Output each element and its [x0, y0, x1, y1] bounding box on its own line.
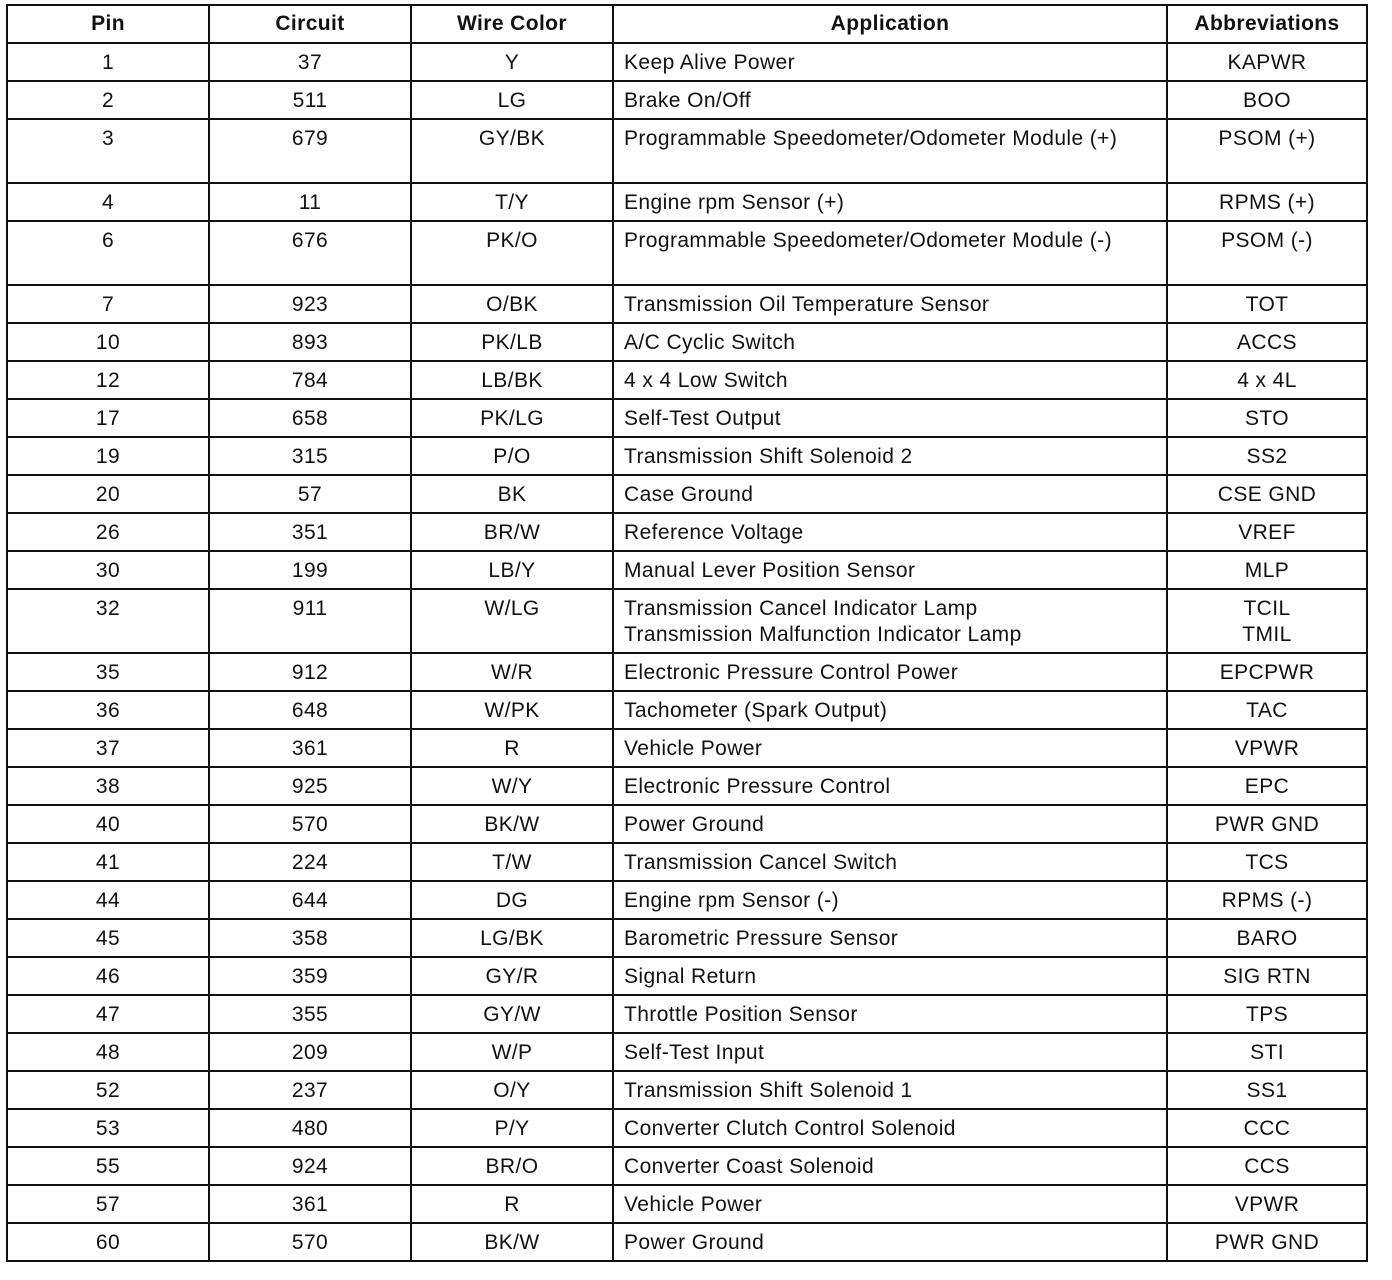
- pin-cell: 19: [7, 437, 209, 475]
- wire-color-cell: BK/W: [411, 805, 613, 843]
- wire-color-cell: R: [411, 1185, 613, 1223]
- table-row: [7, 767, 1367, 805]
- application-line: 4 x 4 Low Switch: [624, 369, 788, 392]
- pin-cell: 32: [7, 589, 209, 653]
- pin-cell: 53: [7, 1109, 209, 1147]
- abbreviation-cell: [1167, 995, 1367, 1033]
- table-row: [7, 43, 1367, 81]
- application-line: Keep Alive Power: [624, 51, 795, 74]
- abbreviation-line: SIG RTN: [1223, 965, 1311, 988]
- table-row: [7, 843, 1367, 881]
- abbreviation-line: PSOM (+): [1218, 127, 1316, 150]
- abbreviation-cell: [1167, 1147, 1367, 1185]
- application-line: Manual Lever Position Sensor: [624, 559, 916, 582]
- application-cell: [613, 653, 1167, 691]
- abbreviation-cell: [1167, 221, 1367, 285]
- application-cell: [613, 1223, 1167, 1261]
- abbreviation-line: TOT: [1245, 293, 1289, 316]
- abbreviation-line: CSE GND: [1217, 483, 1317, 506]
- application-line: Engine rpm Sensor (-): [624, 889, 839, 912]
- application-line: Power Ground: [624, 813, 765, 836]
- abbreviation-line: SS1: [1246, 1079, 1288, 1102]
- abbreviation-cell: [1167, 399, 1367, 437]
- circuit-cell: 570: [209, 1223, 411, 1261]
- circuit-cell: 893: [209, 323, 411, 361]
- abbreviation-line: BARO: [1236, 927, 1298, 950]
- application-cell: [613, 589, 1167, 653]
- pin-cell: 6: [7, 221, 209, 285]
- application-cell: [613, 1185, 1167, 1223]
- pin-cell: 3: [7, 119, 209, 183]
- wire-color-cell: O/Y: [411, 1071, 613, 1109]
- circuit-cell: 911: [209, 589, 411, 653]
- table-row: [7, 919, 1367, 957]
- pin-cell: 47: [7, 995, 209, 1033]
- abbreviation-line: SS2: [1246, 445, 1288, 468]
- application-cell: [613, 119, 1167, 183]
- table-row: [7, 81, 1367, 119]
- abbreviation-cell: [1167, 1071, 1367, 1109]
- pin-cell: 52: [7, 1071, 209, 1109]
- table-row: [7, 183, 1367, 221]
- abbreviation-cell: [1167, 1185, 1367, 1223]
- circuit-cell: 11: [209, 183, 411, 221]
- circuit-cell: 359: [209, 957, 411, 995]
- abbreviation-cell: [1167, 589, 1367, 653]
- wire-color-cell: W/R: [411, 653, 613, 691]
- abbreviation-cell: [1167, 475, 1367, 513]
- application-line: Brake On/Off: [624, 89, 751, 112]
- header-wire-color: Wire Color: [411, 5, 613, 43]
- pin-cell: 40: [7, 805, 209, 843]
- wire-color-cell: GY/R: [411, 957, 613, 995]
- abbreviation-line: MLP: [1244, 559, 1290, 582]
- abbreviation-line: TCIL: [1243, 597, 1291, 620]
- application-cell: [613, 513, 1167, 551]
- pin-cell: 1: [7, 43, 209, 81]
- table-row: [7, 995, 1367, 1033]
- header-circuit: Circuit: [209, 5, 411, 43]
- circuit-cell: 199: [209, 551, 411, 589]
- pinout-table: [6, 4, 1368, 1262]
- abbreviation-cell: [1167, 957, 1367, 995]
- application-cell: [613, 1071, 1167, 1109]
- table-row: [7, 1109, 1367, 1147]
- table-row: [7, 1071, 1367, 1109]
- table-row: [7, 551, 1367, 589]
- circuit-cell: 237: [209, 1071, 411, 1109]
- application-line: Barometric Pressure Sensor: [624, 927, 899, 950]
- wire-color-cell: BK: [411, 475, 613, 513]
- header-application: Application: [613, 5, 1167, 43]
- application-cell: [613, 221, 1167, 285]
- table-row: [7, 957, 1367, 995]
- table-row: [7, 1147, 1367, 1185]
- abbreviation-cell: [1167, 323, 1367, 361]
- circuit-cell: 224: [209, 843, 411, 881]
- application-cell: [613, 475, 1167, 513]
- application-cell: [613, 957, 1167, 995]
- table-header: [7, 5, 1367, 43]
- pin-cell: 55: [7, 1147, 209, 1185]
- application-cell: [613, 43, 1167, 81]
- circuit-cell: 511: [209, 81, 411, 119]
- abbreviation-cell: [1167, 1033, 1367, 1071]
- table-row: [7, 729, 1367, 767]
- abbreviation-cell: [1167, 767, 1367, 805]
- application-cell: [613, 805, 1167, 843]
- pin-cell: 36: [7, 691, 209, 729]
- abbreviation-cell: [1167, 119, 1367, 183]
- circuit-cell: 315: [209, 437, 411, 475]
- table-row: [7, 1185, 1367, 1223]
- application-cell: [613, 399, 1167, 437]
- application-line: Transmission Shift Solenoid 1: [624, 1079, 913, 1102]
- abbreviation-line: RPMS (+): [1219, 191, 1315, 214]
- pin-cell: 20: [7, 475, 209, 513]
- circuit-cell: 784: [209, 361, 411, 399]
- application-cell: [613, 691, 1167, 729]
- circuit-cell: 923: [209, 285, 411, 323]
- pin-cell: 12: [7, 361, 209, 399]
- abbreviation-line: 4 x 4L: [1237, 369, 1297, 392]
- application-cell: [613, 729, 1167, 767]
- application-line: Transmission Malfunction Indicator Lamp: [624, 623, 1022, 646]
- circuit-cell: 480: [209, 1109, 411, 1147]
- pin-cell: 30: [7, 551, 209, 589]
- table-row: [7, 589, 1367, 653]
- abbreviation-cell: [1167, 881, 1367, 919]
- pin-cell: 10: [7, 323, 209, 361]
- abbreviation-line: ACCS: [1237, 331, 1297, 354]
- abbreviation-line: EPCPWR: [1219, 661, 1315, 684]
- wire-color-cell: LB/BK: [411, 361, 613, 399]
- abbreviation-line: TAC: [1246, 699, 1288, 722]
- application-cell: [613, 285, 1167, 323]
- wire-color-cell: W/Y: [411, 767, 613, 805]
- wire-color-cell: GY/W: [411, 995, 613, 1033]
- application-line: Converter Clutch Control Solenoid: [624, 1117, 956, 1140]
- wire-color-cell: LB/Y: [411, 551, 613, 589]
- abbreviation-line: STI: [1250, 1041, 1284, 1064]
- application-cell: [613, 323, 1167, 361]
- abbreviation-cell: [1167, 1223, 1367, 1261]
- application-cell: [613, 81, 1167, 119]
- pin-cell: 57: [7, 1185, 209, 1223]
- wire-color-cell: P/O: [411, 437, 613, 475]
- application-line: Vehicle Power: [624, 737, 763, 760]
- wire-color-cell: W/P: [411, 1033, 613, 1071]
- abbreviation-line: CCC: [1243, 1117, 1291, 1140]
- abbreviation-line: STO: [1245, 407, 1289, 430]
- circuit-cell: 57: [209, 475, 411, 513]
- application-line: Self-Test Input: [624, 1041, 765, 1064]
- pin-cell: 44: [7, 881, 209, 919]
- circuit-cell: 679: [209, 119, 411, 183]
- table-row: [7, 1223, 1367, 1261]
- wire-color-cell: Y: [411, 43, 613, 81]
- application-cell: [613, 361, 1167, 399]
- table-row: [7, 119, 1367, 183]
- wire-color-cell: LG/BK: [411, 919, 613, 957]
- application-line: Transmission Shift Solenoid 2: [624, 445, 913, 468]
- application-cell: [613, 1109, 1167, 1147]
- application-line: Engine rpm Sensor (+): [624, 191, 845, 214]
- wire-color-cell: BK/W: [411, 1223, 613, 1261]
- abbreviation-cell: [1167, 551, 1367, 589]
- application-line: Reference Voltage: [624, 521, 804, 544]
- application-cell: [613, 919, 1167, 957]
- abbreviation-line: KAPWR: [1227, 51, 1307, 74]
- wire-color-cell: LG: [411, 81, 613, 119]
- abbreviation-line: TMIL: [1242, 623, 1292, 646]
- application-cell: [613, 437, 1167, 475]
- abbreviation-line: VPWR: [1234, 737, 1300, 760]
- pin-cell: 41: [7, 843, 209, 881]
- application-cell: [613, 995, 1167, 1033]
- circuit-cell: 570: [209, 805, 411, 843]
- wire-color-cell: GY/BK: [411, 119, 613, 183]
- application-line: Electronic Pressure Control: [624, 775, 891, 798]
- application-line: Programmable Speedometer/Odometer Module (+): [624, 127, 1118, 150]
- abbreviation-line: PSOM (-): [1221, 229, 1313, 252]
- application-line: Programmable Speedometer/Odometer Module (-): [624, 229, 1112, 252]
- abbreviation-cell: [1167, 653, 1367, 691]
- table-row: [7, 513, 1367, 551]
- pin-cell: 60: [7, 1223, 209, 1261]
- abbreviation-cell: [1167, 81, 1367, 119]
- abbreviation-line: PWR GND: [1214, 813, 1320, 836]
- application-line: Tachometer (Spark Output): [624, 699, 888, 722]
- application-cell: [613, 551, 1167, 589]
- abbreviation-cell: [1167, 691, 1367, 729]
- application-line: Throttle Position Sensor: [624, 1003, 858, 1026]
- circuit-cell: 924: [209, 1147, 411, 1185]
- table-row: [7, 691, 1367, 729]
- header-row: [7, 5, 1367, 43]
- application-line: Self-Test Output: [624, 407, 781, 430]
- abbreviation-cell: [1167, 437, 1367, 475]
- application-line: Transmission Cancel Indicator Lamp: [624, 597, 978, 620]
- wire-color-cell: P/Y: [411, 1109, 613, 1147]
- wire-color-cell: T/Y: [411, 183, 613, 221]
- wire-color-cell: R: [411, 729, 613, 767]
- abbreviation-line: EPC: [1244, 775, 1290, 798]
- wire-color-cell: BR/W: [411, 513, 613, 551]
- abbreviation-cell: [1167, 183, 1367, 221]
- application-cell: [613, 767, 1167, 805]
- pin-cell: 46: [7, 957, 209, 995]
- application-cell: [613, 1147, 1167, 1185]
- pin-cell: 4: [7, 183, 209, 221]
- application-line: Case Ground: [624, 483, 754, 506]
- wire-color-cell: PK/LG: [411, 399, 613, 437]
- application-line: A/C Cyclic Switch: [624, 331, 796, 354]
- abbreviation-cell: [1167, 843, 1367, 881]
- abbreviation-cell: [1167, 513, 1367, 551]
- pin-cell: 26: [7, 513, 209, 551]
- pin-cell: 7: [7, 285, 209, 323]
- pin-cell: 17: [7, 399, 209, 437]
- table-row: [7, 1033, 1367, 1071]
- wire-color-cell: PK/LB: [411, 323, 613, 361]
- abbreviation-cell: [1167, 919, 1367, 957]
- circuit-cell: 925: [209, 767, 411, 805]
- abbreviation-cell: [1167, 43, 1367, 81]
- application-line: Converter Coast Solenoid: [624, 1155, 875, 1178]
- application-cell: [613, 843, 1167, 881]
- abbreviation-line: VPWR: [1234, 1193, 1300, 1216]
- circuit-cell: 209: [209, 1033, 411, 1071]
- abbreviation-line: VREF: [1238, 521, 1296, 544]
- circuit-cell: 37: [209, 43, 411, 81]
- pin-cell: 2: [7, 81, 209, 119]
- header-pin: Pin: [7, 5, 209, 43]
- abbreviation-line: PWR GND: [1214, 1231, 1320, 1254]
- header-abbreviations: Abbreviations: [1167, 5, 1367, 43]
- table-row: [7, 399, 1367, 437]
- wire-color-cell: PK/O: [411, 221, 613, 285]
- pin-cell: 38: [7, 767, 209, 805]
- abbreviation-line: TCS: [1245, 851, 1289, 874]
- application-cell: [613, 183, 1167, 221]
- abbreviation-line: TPS: [1245, 1003, 1289, 1026]
- circuit-cell: 644: [209, 881, 411, 919]
- application-cell: [613, 881, 1167, 919]
- abbreviation-cell: [1167, 729, 1367, 767]
- abbreviation-cell: [1167, 805, 1367, 843]
- application-line: Transmission Cancel Switch: [624, 851, 898, 874]
- abbreviation-line: RPMS (-): [1221, 889, 1313, 912]
- circuit-cell: 912: [209, 653, 411, 691]
- abbreviation-cell: [1167, 1109, 1367, 1147]
- table-row: [7, 361, 1367, 399]
- circuit-cell: 351: [209, 513, 411, 551]
- application-line: Transmission Oil Temperature Sensor: [624, 293, 990, 316]
- circuit-cell: 658: [209, 399, 411, 437]
- table-row: [7, 323, 1367, 361]
- table-row: [7, 437, 1367, 475]
- application-line: Signal Return: [624, 965, 757, 988]
- wire-color-cell: BR/O: [411, 1147, 613, 1185]
- application-line: Electronic Pressure Control Power: [624, 661, 959, 684]
- table-row: [7, 221, 1367, 285]
- abbreviation-line: BOO: [1243, 89, 1291, 112]
- table-body: [7, 43, 1367, 1261]
- pin-cell: 37: [7, 729, 209, 767]
- table-row: [7, 805, 1367, 843]
- circuit-cell: 361: [209, 1185, 411, 1223]
- application-line: Vehicle Power: [624, 1193, 763, 1216]
- table-row: [7, 653, 1367, 691]
- circuit-cell: 358: [209, 919, 411, 957]
- application-cell: [613, 1033, 1167, 1071]
- circuit-cell: 676: [209, 221, 411, 285]
- pin-cell: 35: [7, 653, 209, 691]
- abbreviation-cell: [1167, 285, 1367, 323]
- pin-cell: 45: [7, 919, 209, 957]
- wire-color-cell: W/LG: [411, 589, 613, 653]
- circuit-cell: 355: [209, 995, 411, 1033]
- table-row: [7, 285, 1367, 323]
- application-line: Power Ground: [624, 1231, 765, 1254]
- circuit-cell: 361: [209, 729, 411, 767]
- wire-color-cell: O/BK: [411, 285, 613, 323]
- circuit-cell: 648: [209, 691, 411, 729]
- abbreviation-line: CCS: [1244, 1155, 1290, 1178]
- pin-cell: 48: [7, 1033, 209, 1071]
- wire-color-cell: DG: [411, 881, 613, 919]
- table-row: [7, 475, 1367, 513]
- wire-color-cell: W/PK: [411, 691, 613, 729]
- wire-color-cell: T/W: [411, 843, 613, 881]
- abbreviation-cell: [1167, 361, 1367, 399]
- table-row: [7, 881, 1367, 919]
